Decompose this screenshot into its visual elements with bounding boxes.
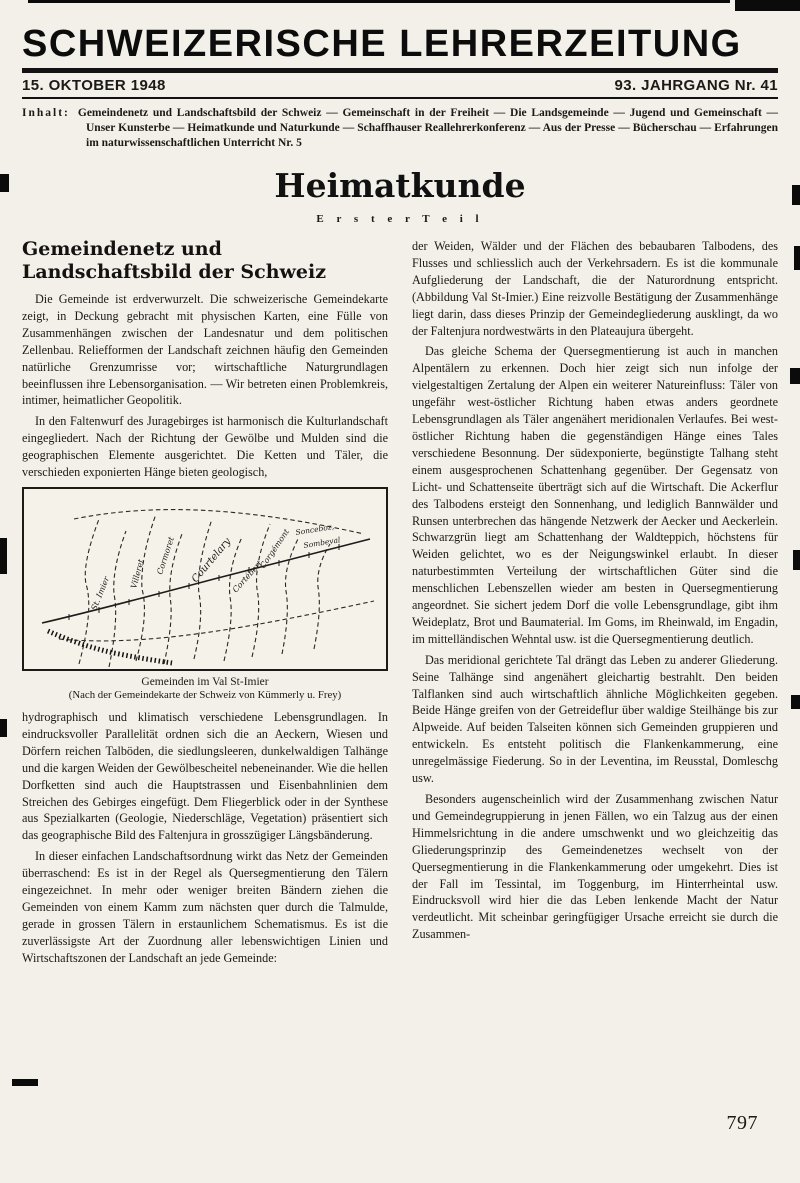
masthead-rule-thin	[22, 97, 778, 99]
map-label-courtelary: Courtelary	[189, 536, 234, 585]
figure-map	[24, 489, 386, 669]
column-layout	[22, 238, 778, 971]
map-label-villeret: Villeret	[129, 558, 146, 590]
article-paragraph: Das meridional gerichtete Tal drängt das Leben zu anderer Gliederung. Seine Talhänge sind angenähert gleichartig bestrahlt. Den beiden Talflanken sind auch wirtschaftlich ähnliche Möglichkeiten gegeben. Beide Hänge greifen von der Getreideflur über waldige Steilhänge bis zur Alpweide. Auf beiden Talseiten können sich Gemeinden gruppieren und entwickeln. Es entsteht politisch die Flankenkammerung, eine unregelmässige Fiederung. So in der Leventina, im Reusstal, Domleschg usw.	[412, 652, 778, 786]
scan-artifact	[0, 174, 9, 192]
scan-artifact	[791, 695, 800, 709]
scan-artifact	[28, 0, 730, 3]
table-of-contents	[22, 106, 778, 151]
article-paragraph: Das gleiche Schema der Quersegmentierung ist auch in manchen Alpentälern zu erkennen. Doch hier zeigt sich nun infolge der vielgestaltigen Zertalung der Alpen ein weiterer Natureinfluss: Täler von ungefähr west-östlicher Richtung haben etwas anders geordnete Lebensgrundlagen als Täler angenähert meridionalen Verlaufes. Bei west-östlicher Richtung haben die gegenständigen Hänge eines Tales verschiedene Besonnung. Der südexponierte, begünstigte Talhang steht einem ausgesprochenen Schattenhang gegenüber. Der Gegensatz von Licht- und Schattenseite überträgt sich auf die Wirtschaft. Die Ackerflur des Talbodens ersteigt den Sonnenhang, und lediglich Bannwälder und Runsen unterbrechen das hängende Netzwerk der Aecker und Aeckerlein. Schwarzgrün liegt am Schattenhang der Waldteppich, höchstens für Weiden gelichtet, wo es der Neigungswinkel erlaubt. In dieser naturbestimmten Verteilung der wirtschaftlichen Güter sind die menschlichen Lebenszellen wieder am besten in Quersegmentierung angeordnet. Sie sichert jedem Dorf die volle Lebensgrundlage, gibt ihm Weideplatz, Brot und Baumaterial. Im Goms, im Rheinwald, im Engadin, im mittelländischen Wehntal usw. ist die Quersegmentierung deutlich.	[412, 344, 778, 646]
scan-artifact	[735, 0, 800, 11]
figure-caption: Gemeinden im Val St-Imier	[141, 675, 269, 688]
scan-artifact	[794, 246, 800, 270]
issue-number: 93. JAHRGANG Nr. 41	[614, 77, 778, 94]
article-paragraph: Die Gemeinde ist erdverwurzelt. Die schweizerische Gemeindekarte zeigt, in Deckung gebracht mit physischen Karten, eine Fülle von Zusammenhängen zwischen der Landesnatur und dem politischen Zellenbau. Reliefformen der Landschaft zeichnen häufig den Gemeinden natürliche Grenzumrisse vor; wirtschaftliche Naturgrundlagen beeinflussen ihre Lebensorganisation. — Wir betreten einen Problemkreis, intimer, heimatlicher Geopolitik.	[22, 292, 388, 408]
article-paragraph: Besonders augenscheinlich wird der Zusammenhang zwischen Natur und Gemeindegruppierung in jenen Fällen, wo ein Talzug aus der einen Himmelsrichtung in die andere umschwenkt und wo gleichzeitig das Gliederungsprinzip des Gemeindenetzes wechselt von der Quersegmentierung in die Flankenkammerung oder umgekehrt. Dies ist der Fall im Tessintal, im Toggenburg, im Hinterrheintal usw. Eindrucksvoll wird hier die das Leben lenkende Macht der Natur verdeutlicht. Mit scheinbar geringfügiger Ursache erreicht sie durch die Zusammen-	[412, 792, 778, 942]
article-title: Heimatkunde	[274, 166, 526, 205]
scan-artifact	[792, 185, 800, 205]
article-subtitle: E r s t e r T e i l	[316, 213, 484, 225]
issue-date: 15. OKTOBER 1948	[22, 77, 166, 94]
article-paragraph: In dieser einfachen Landschaftsordnung wirkt das Netz der Gemeinden überraschend: Es ist in der Regel als Quersegmentierung den Tälern eingezeichnet. In mehr oder weniger breiten Bändern ziehen die Gemeinden von einem Kamm zum nächsten quer durch die Talmulde, gerade in grossen Tälern in erstaunlichem Schematismus. Es ist die zuverlässigste Art der Zuordnung aller lebenswichtigen Linien und Wirtschaftszonen der Landschaft an jede Gemeinde:	[22, 849, 388, 965]
article-paragraph: In den Faltenwurf des Juragebirges ist harmonisch die Kulturlandschaft eingegliedert. Nach der Richtung der Gewölbe und Mulden sind die geographischen Elemente ausgerichtet. Die Ketten und Täler, die verschieden exponierten Hänge bieten geologisch,	[22, 414, 388, 480]
scan-artifact	[12, 1079, 38, 1086]
left-column	[22, 238, 388, 971]
section-heading: Gemeindenetz und Landschaftsbild der Schweiz	[22, 238, 326, 283]
right-column	[412, 238, 778, 971]
scan-artifact	[790, 368, 800, 384]
article-paragraph: der Weiden, Wälder und der Flächen des bebaubaren Talbodens, des Flusses und schliesslich auch der Verkehrsadern. Es ist die kommunale Aufgliederung der Landschaft, die der Naturordnung entspricht. (Abbildung Val St-Imier.) Eine reizvolle Bestätigung der Zusammenhänge liegt darin, dass dieses Prinzip der Gemeindegliederung ausklingt, da wo der Faltenjura nordwestwärts in den Plateaujura übergeht.	[412, 239, 778, 338]
page-number: 797	[726, 1112, 758, 1134]
map-label-st-imier: St. Imier	[89, 575, 112, 612]
inhalt-text: Gemeindenetz und Landschaftsbild der Schweiz — Gemeinschaft in der Freiheit — Die Landsgemeinde — Jugend und Gemeinschaft — Unser Kunsterbe — Heimatkunde und Naturkunde — Schaffhauser Reallehrerkonferenz — Aus der Presse — Bücherschau — Erfahrungen im naturwissenschaftlichen Unterricht Nr. 5	[77, 107, 778, 149]
figure-caption-source: (Nach der Gemeindekarte der Schweiz von Kümmerly u. Frey)	[68, 688, 342, 701]
inhalt-label: Inhalt:	[22, 107, 70, 119]
article-paragraph: hydrographisch und klimatisch verschiedene Lebensgrundlagen. In eindrucksvoller Parallelität ordnen sich die an Aeckern, Wiesen und Dörfern reichen Talböden, die siedlungsleeren, dunkelwaldigen Talhänge und die kargen Weiden der Gewölbescheitel nebeneinander. Wie die hellen Dorfketten sind auch die Hauptstrassen und Eisenbahnlinien dem Streichen des Gebirges eingefügt. Dem Fliegerblick oder in der Synthese aus Spezialkarten (Geologie, Niederschläge, Vegetation) präsentiert sich das geographische Bild des Faltenjura in grosszügiger Längsbänderung.	[22, 709, 388, 843]
map-label-sonceboz: Sonceboz,	[294, 521, 335, 537]
figure-frame	[22, 487, 388, 671]
journal-title: SCHWEIZERISCHE LEHRERZEITUNG	[22, 23, 742, 65]
map-label-corgemont: Corgémont	[258, 527, 292, 571]
issue-row	[22, 73, 778, 97]
map-label-cormoret: Cormoret	[155, 535, 176, 576]
scan-artifact	[793, 550, 800, 570]
scan-artifact	[0, 719, 7, 737]
scan-artifact	[0, 538, 7, 574]
map-label-cortebert: Cortébert	[230, 558, 264, 595]
map-label-sombeval: Sombeval	[302, 535, 341, 550]
